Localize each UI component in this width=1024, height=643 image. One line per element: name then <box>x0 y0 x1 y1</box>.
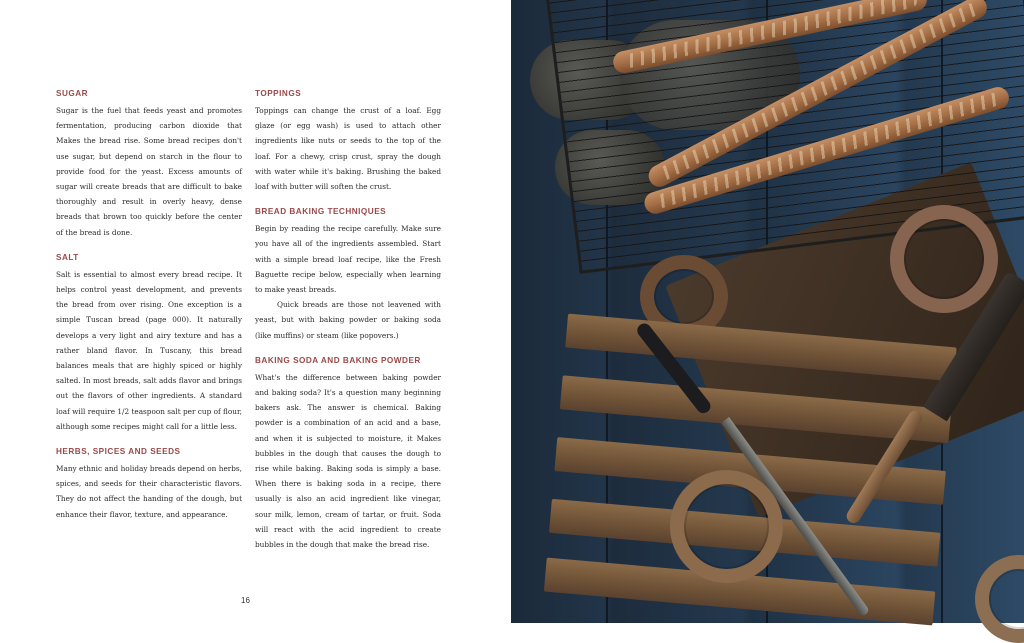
section-salt <box>56 252 242 434</box>
text-column-left <box>56 88 242 534</box>
section-sugar <box>56 88 242 240</box>
section-paragraph: Salt is essential to almost every bread recipe. It helps control yeast development, and prevents the bread from over rising. One exception is a simple Tuscan bread (page 000). It naturally develops a very light and airy texture and has a rather bland flavor. In Tuscany, this bread balances meals that are highly spiced or highly salted. In most breads, salt adds flavor and brings out the flavors of other ingredients. A standard loaf will require 1/2 teaspoon salt per cup of flour, although some recipes might call for a little less. <box>56 269 242 431</box>
text-column-right <box>255 88 441 564</box>
section-paragraph: Quick breads are those not leavened with yeast, but with baking powder or baking soda (like muffins) or steam (like popovers.) <box>255 300 441 340</box>
section-bread-baking-techniques <box>255 206 441 343</box>
section-heading: SALT <box>56 252 79 262</box>
section-paragraph: Begin by reading the recipe carefully. Make sure you have all of the ingredients assembled. Start with a simple bread loaf recipe, like the Fresh Baguette recipe below, especially when learning to make yeast breads. <box>255 224 441 295</box>
section-heading: HERBS, SPICES AND SEEDS <box>56 447 181 457</box>
section-heading: BREAD BAKING TECHNIQUES <box>255 207 387 217</box>
section-paragraph: Many ethnic and holiday breads depend on herbs, spices, and seeds for their characteristic flavors. They do not affect the handing of the dough, but enhance their flavor, texture, and appearance. <box>56 464 242 519</box>
section-heading: TOPPINGS <box>255 89 302 98</box>
section-toppings <box>255 88 441 194</box>
section-heading: BAKING SODA AND BAKING POWDER <box>255 355 421 365</box>
section-herbs-spices-seeds <box>56 446 242 522</box>
pretzel <box>890 205 998 313</box>
pretzel <box>670 470 783 583</box>
text-page <box>0 0 511 623</box>
section-baking-soda-and-powder <box>255 355 441 552</box>
wooden-crate <box>543 314 956 632</box>
crate-slat <box>560 375 951 443</box>
section-paragraph: Toppings can change the crust of a loaf. Egg glaze (or egg wash) is used to attach other ingredients like nuts or seeds to the top of the loaf. For a chewy, crisp crust, spray the dough with water while it's baking. Brushing the baked loaf with butter will soften the crust. <box>255 106 441 192</box>
section-paragraph: Sugar is the fuel that feeds yeast and promotes fermentation, producing carbon dioxide that Makes the bread rise. Some bread recipes don't use sugar, but depend on starch in the flour to provide food for the yeast. Excess amounts of sugar will create breads that are difficult to bake thoroughly and result in overly heavy, dense breads that brown too quickly before the center of the bread is done. <box>56 106 242 237</box>
section-paragraph: What's the difference between baking powder and baking soda? It's a question many beginning bakers ask. The answer is chemical. Baking powder is a combination of an acid and a base, and when it is subjected to moisture, it Makes bubbles in the dough that causes the dough to rise while baking. Baking soda is simply a base. When there is baking soda in a recipe, there usually is also an acid ingredient like vinegar, sour milk, lemon, cream of tartar, or fruit. Soda will react with the acid ingredient to create bubbles in the dough that make the bread rise. <box>255 372 441 550</box>
section-heading: SUGAR <box>56 89 89 98</box>
page-number: 16 <box>241 596 250 605</box>
